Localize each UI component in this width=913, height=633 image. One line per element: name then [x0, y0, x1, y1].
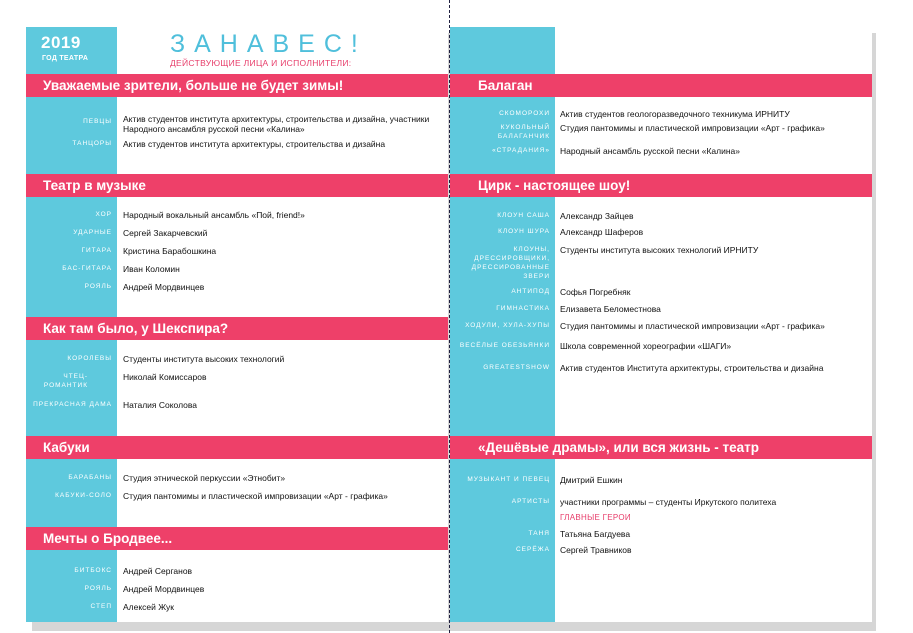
- cast-row: [450, 363, 872, 373]
- role-label: МУЗЫКАНТ И ПЕВЕЦ: [467, 476, 550, 483]
- role-label: ГИМНАСТИКА: [496, 305, 550, 312]
- year-caption: ГОД ТЕАТРА: [42, 55, 89, 62]
- role-label: АРТИСТЫ: [511, 498, 550, 505]
- role-label: ТАНЯ: [528, 530, 550, 537]
- cast-row: [26, 584, 448, 594]
- cast-row: [26, 602, 448, 612]
- cast-text: Андрей Серганов: [123, 566, 193, 576]
- cast-row: [450, 529, 872, 539]
- role-label: КОРОЛЕВЫ: [67, 355, 112, 362]
- cast-text: Школа современной хореографии «ШАГИ»: [560, 341, 732, 351]
- section-winter: [26, 74, 448, 149]
- role-label: СЕРЁЖА: [515, 546, 550, 553]
- cast-text: Алексей Жук: [123, 602, 174, 612]
- cast-text: Елизавета Беломестнова: [560, 304, 661, 314]
- cast-text: Александр Шаферов: [560, 227, 644, 237]
- cast-row: [26, 264, 448, 274]
- role-label: ГИТАРА: [81, 247, 112, 254]
- section-shakespeare: [26, 317, 448, 410]
- section-title: «Дешёвые драмы», или вся жизнь - театр: [450, 436, 872, 459]
- poster-subtitle: ДЕЙСТВУЮЩИЕ ЛИЦА И ИСПОЛНИТЕЛИ:: [170, 58, 352, 68]
- section-title: Кабуки: [26, 436, 448, 459]
- role-label: ВЕСЁЛЫЕ ОБЕЗЬЯНКИ: [459, 342, 550, 349]
- cast-row: [26, 210, 448, 220]
- cast-row: [450, 227, 872, 237]
- cast-text: Андрей Мордвинцев: [123, 282, 205, 292]
- role-label: КУКОЛЬНЫЙ БАЛАГАНЧИК: [497, 124, 550, 140]
- cast-text: Народный ансамбль русской песни «Калина»: [560, 146, 740, 156]
- cast-text: Софья Погребняк: [560, 287, 631, 297]
- cast-row: [26, 246, 448, 256]
- cast-text: Актив студентов института архитектуры, строительства и дизайна, участники Народного ансамбля русской песни «Калина»: [123, 114, 430, 134]
- cast-text: участники программы – студенты Иркутского политеха: [560, 497, 777, 507]
- year: 2019: [41, 33, 81, 52]
- year-badge: [26, 27, 117, 73]
- cast-row: [450, 211, 872, 221]
- cast-row: [450, 497, 872, 507]
- section-music: [26, 174, 448, 292]
- cast-text: Андрей Мордвинцев: [123, 584, 205, 594]
- poster-title: ЗАНАВЕС!: [170, 30, 367, 58]
- section-title: Цирк - настоящее шоу!: [450, 174, 872, 197]
- section-balagan: [450, 74, 872, 156]
- section-title: Мечты о Бродвее...: [26, 527, 448, 550]
- role-label: ХОР: [95, 211, 112, 218]
- role-label: БАРАБАНЫ: [68, 474, 112, 481]
- role-label: РОЯЛЬ: [84, 585, 112, 592]
- role-label: АНТИПОД: [511, 288, 550, 295]
- role-label: ТАНЦОРЫ: [72, 140, 112, 147]
- role-label: РОЯЛЬ: [84, 283, 112, 290]
- role-label: КАБУКИ-СОЛО: [55, 492, 112, 499]
- role-label: СКОМОРОХИ: [499, 110, 550, 117]
- role-label: БАС-ГИТАРА: [62, 265, 112, 272]
- role-label: GREATESTSHOW: [483, 364, 550, 371]
- cast-row: [450, 304, 872, 314]
- cast-text: Студия пантомимы и пластической импровизации «Арт - графика»: [123, 491, 388, 501]
- role-label: СТЕП: [90, 603, 112, 610]
- cast-row: [26, 491, 448, 501]
- section-broadway: [26, 527, 448, 612]
- cast-text: Кристина Барабошкина: [123, 246, 217, 256]
- cast-row: [450, 123, 872, 140]
- cast-row: [450, 545, 872, 555]
- cast-row: [450, 245, 872, 283]
- cast-row: [450, 475, 872, 493]
- role-label: ПЕВЦЫ: [83, 118, 112, 125]
- cast-text: Александр Зайцев: [560, 211, 634, 221]
- role-label: ХОДУЛИ, ХУЛА-ХУПЫ: [465, 322, 550, 329]
- cast-row: [450, 341, 872, 361]
- cast-text: Актив студентов геологоразведочного техникума ИРНИТУ: [560, 109, 790, 119]
- right-page: [450, 27, 872, 622]
- cast-row: [26, 228, 448, 238]
- cast-row: [26, 400, 448, 410]
- role-label: БИТБОКС: [74, 567, 112, 574]
- cast-text: Сергей Травников: [560, 545, 632, 555]
- cast-text: Студия пантомимы и пластической импровизации «Арт - графика»: [560, 321, 825, 331]
- cast-text: Студенты института высоких технологий ИРНИТУ: [560, 245, 759, 255]
- cast-row: [450, 146, 872, 156]
- cast-row: [26, 139, 448, 149]
- cast-text: Студия пантомимы и пластической импровизации «Арт - графика»: [560, 123, 825, 133]
- cast-row: [26, 354, 448, 364]
- cast-row: [26, 114, 448, 134]
- cast-text: Наталия Соколова: [123, 400, 198, 410]
- cast-text: Николай Комиссаров: [123, 372, 207, 382]
- role-label: КЛОУН САША: [497, 212, 550, 219]
- cast-text: Сергей Закарчевский: [123, 228, 208, 238]
- section-title: Театр в музыке: [26, 174, 448, 197]
- role-label: КЛОУНЫ, ДРЕССИРОВЩИКИ, ДРЕССИРОВАННЫЕ ЗВЕРИ: [471, 246, 550, 280]
- cast-text: Иван Коломин: [123, 264, 180, 274]
- left-page: [26, 27, 448, 622]
- cast-text: Дмитрий Ешкин: [560, 475, 623, 485]
- cast-text: Татьяна Багдуева: [560, 529, 631, 539]
- cast-text: Студенты института высоких технологий: [123, 354, 285, 364]
- section-title: Уважаемые зрители, больше не будет зимы!: [26, 74, 448, 97]
- cast-row: [450, 109, 872, 119]
- role-label: «СТРАДАНИЯ»: [492, 147, 550, 154]
- cast-text: Актив студентов института архитектуры, строительства и дизайна: [123, 139, 386, 149]
- section-circus: [450, 174, 872, 373]
- section-kabuki: [26, 436, 448, 501]
- section-drama: [450, 436, 872, 555]
- cast-row: [26, 372, 448, 389]
- cast-text: Актив студентов Института архитектуры, строительства и дизайна: [560, 363, 824, 373]
- cast-row: [450, 321, 872, 339]
- cast-text: Народный вокальный ансамбль «Пой, friend!»: [123, 210, 305, 220]
- cast-row: [26, 566, 448, 576]
- cast-row: [26, 473, 448, 483]
- section-title: Балаган: [450, 74, 872, 97]
- main-heroes-heading: ГЛАВНЫЕ ГЕРОИ: [560, 513, 631, 522]
- section-title: Как там было, у Шекспира?: [26, 317, 448, 340]
- role-label: ЧТЕЦ-РОМАНТИК: [43, 373, 88, 389]
- role-label: КЛОУН ШУРА: [498, 228, 550, 235]
- role-label: УДАРНЫЕ: [73, 229, 112, 236]
- cast-row: [450, 287, 872, 297]
- cast-row: [26, 282, 448, 292]
- role-label: ПРЕКРАСНАЯ ДАМА: [33, 401, 112, 408]
- cast-text: Студия этнической перкуссии «Этнобит»: [123, 473, 286, 483]
